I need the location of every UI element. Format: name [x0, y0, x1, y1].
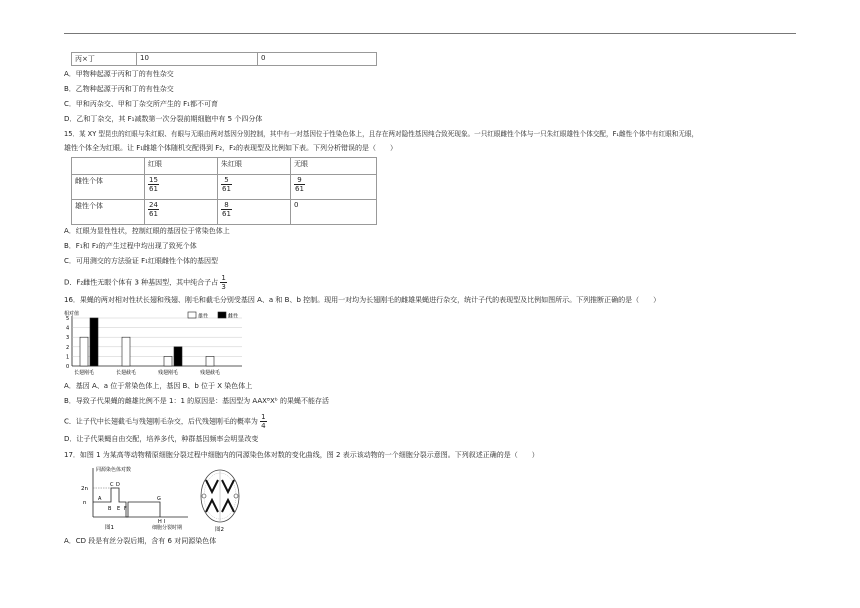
q14-option-d: D．乙和丁杂交，其 F₁减数第一次分裂前期细胞中有 5 个四分体	[64, 115, 263, 123]
q17-figure2-cell	[196, 466, 244, 534]
bar	[122, 337, 130, 366]
fig1-xlabel: 细胞分裂时期	[152, 525, 183, 531]
x-tick-label: 长翅刚毛	[74, 370, 95, 376]
svg-text:B: B	[108, 506, 112, 512]
fig1-y-n: n	[83, 500, 87, 506]
header-rule	[64, 33, 796, 34]
chart-ylabel: 相对值	[64, 311, 80, 317]
q15-option-d: D．F₂雌性无眼个体有 3 种基因型，其中纯合子占 $\frac{1}{3}$	[64, 274, 226, 291]
svg-text:I: I	[164, 519, 166, 525]
q15-row-male-eyeless: 0	[291, 200, 377, 225]
x-tick-label: 残翅刚毛	[158, 370, 179, 376]
legend-swatch	[218, 312, 226, 318]
q15-option-c: C．可用测交的方法验证 F₁红眼雌性个体的基因型	[64, 257, 218, 265]
bar	[80, 337, 88, 366]
q15-table	[71, 157, 377, 225]
q14-option-c: C．甲和丙杂交、甲和丁杂交所产生的 F₁都不可育	[64, 100, 218, 108]
q15-header-blank	[72, 158, 145, 175]
bar	[174, 347, 182, 366]
y-tick-label: 1	[66, 354, 70, 361]
fraction: $\frac{5}{61}$	[222, 176, 231, 193]
q16-option-c: C．让子代中长翅截毛与残翅刚毛杂交，后代残翅刚毛的概率为 $\frac{1}{4}$	[64, 413, 266, 430]
q17-option-a: A．CD 段是有丝分裂后期，含有 6 对同源染色体	[64, 537, 217, 545]
cross-table	[71, 52, 377, 66]
q16-stem: 16．果蝇的两对相对性状长翅和残翅、刚毛和截毛分别受基因 A、a 和 B、b 控制。现用一对均为长翅刚毛的雌雄果蝇进行杂交，统计子代的表现型及比例如图所示。下列推断正确的是（ ）	[64, 296, 661, 304]
y-tick-label: 3	[66, 335, 70, 342]
svg-text:D: D	[116, 482, 120, 488]
q15-header-eyeless: 无眼	[291, 158, 377, 175]
y-tick-label: 2	[66, 344, 70, 351]
q15-option-b: B．F₁和 F₂的产生过程中均出现了致死个体	[64, 242, 197, 250]
svg-text:F: F	[124, 506, 127, 512]
q16-option-d: D．让子代果蝇自由交配，培养多代，种群基因频率会明显改变	[64, 435, 259, 443]
q14-option-a: A．甲物种起源于丙和丁的有性杂交	[64, 70, 174, 78]
y-tick-label: 4	[66, 325, 70, 332]
bar	[90, 318, 98, 366]
svg-text:A: A	[98, 496, 102, 502]
bar	[164, 356, 172, 366]
fraction: $\frac{15}{61}$	[149, 176, 158, 193]
legend-label: 雄性	[198, 313, 209, 320]
x-tick-label: 残翅截毛	[200, 370, 221, 376]
fig1-caption: 图1	[105, 525, 114, 531]
y-tick-label: 0	[66, 364, 70, 370]
q17-figure1-curve	[78, 462, 193, 532]
bar	[206, 356, 214, 366]
legend-label: 雌性	[228, 313, 239, 320]
fig1-y-2n: 2n	[81, 486, 88, 492]
q15-header-red: 红眼	[145, 158, 218, 175]
q15-row-female-label: 雌性个体	[72, 175, 145, 200]
fraction: $\frac{8}{61}$	[222, 201, 231, 218]
fig2-caption: 图2	[215, 527, 224, 533]
cross-value-1: 10	[137, 53, 258, 66]
cross-label: 丙×丁	[72, 53, 137, 66]
q16-option-a: A．基因 A、a 位于常染色体上，基因 B、b 位于 X 染色体上	[64, 382, 253, 390]
q15-header-vermilion: 朱红眼	[218, 158, 291, 175]
legend-swatch	[188, 312, 196, 318]
q14-option-b: B．乙物种起源于丙和丁的有性杂交	[64, 85, 174, 93]
svg-text:C: C	[110, 482, 114, 488]
q15-row-male-label: 雄性个体	[72, 200, 145, 225]
fraction: $\frac{24}{61}$	[149, 201, 158, 218]
svg-text:G: G	[157, 496, 161, 502]
q15-stem-line1: 15．某 XY 型昆虫的红眼与朱红眼、有眼与无眼由两对基因分别控制，其中有一对基因位于性染色体上，且存在两对隐性基因纯合致死现象。一只红眼雌性个体与一只朱红眼雄性个体交配，F₁雌性个体中有红眼和无眼，	[64, 130, 699, 138]
q16-option-b: B．导致子代果蝇的雌雄比例不是 1：1 的原因是：基因型为 AAXᴮXᵇ 的果蝇不能存活	[64, 397, 329, 405]
cross-value-2: 0	[258, 53, 377, 66]
svg-text:H: H	[158, 519, 162, 525]
fig1-ylabel: 同源染色体对数	[96, 467, 132, 473]
q17-stem: 17．如图 1 为某高等动物精原细胞分裂过程中细胞内的同源染色体对数的变化曲线，图 2 表示该动物的一个细胞分裂示意图。下列叙述正确的是（ ）	[64, 451, 539, 459]
svg-text:E: E	[117, 506, 121, 512]
fraction: $\frac{9}{61}$	[295, 176, 304, 193]
q15-stem-line2: 雄性个体全为红眼。让 F₁雌雄个体随机交配得到 F₂，F₂的表现型及比例如下表。下列分析错误的是（ ）	[64, 144, 397, 152]
q16-bar-chart	[60, 308, 250, 380]
x-tick-label: 长翅截毛	[116, 370, 137, 376]
y-tick-label: 5	[66, 316, 70, 322]
q15-option-a: A．红眼为显性性状，控制红眼的基因位于常染色体上	[64, 227, 230, 235]
